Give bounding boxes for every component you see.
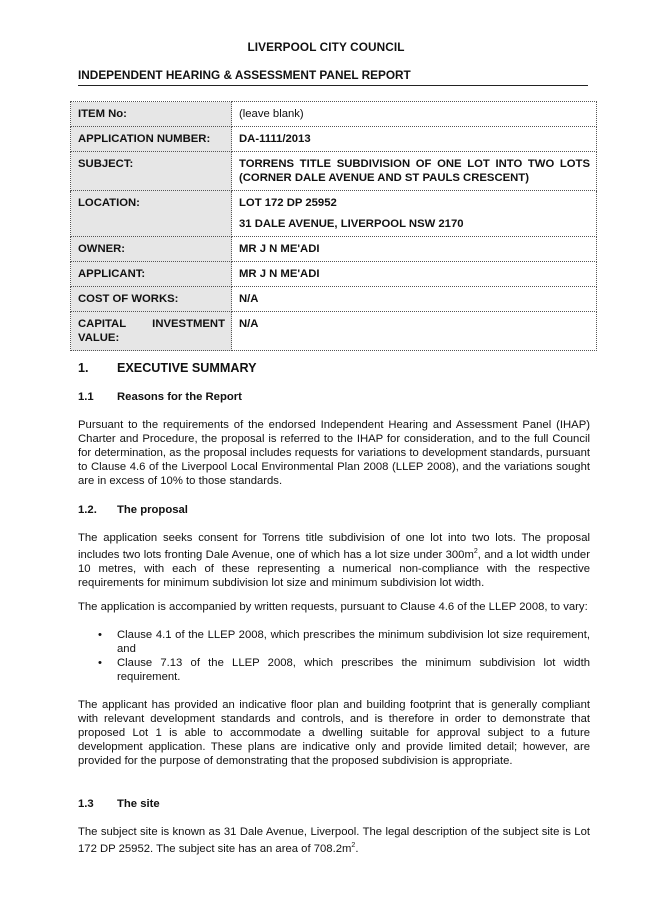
list-item <box>78 656 590 684</box>
table-row <box>71 237 597 262</box>
location-value <box>232 191 597 237</box>
location-address: 31 DALE AVENUE, LIVERPOOL NSW 2170 <box>239 218 464 230</box>
cost-of-works-value: N/A <box>232 287 597 312</box>
section-1-title: EXECUTIVE SUMMARY <box>117 361 257 375</box>
subject-label: SUBJECT: <box>71 152 232 191</box>
application-number-label: APPLICATION NUMBER: <box>71 127 232 152</box>
list-item-text: Clause 4.1 of the LLEP 2008, which prescribes the minimum subdivision lot size requirement, and <box>117 629 590 655</box>
list-item-text: Clause 7.13 of the LLEP 2008, which prescribes the minimum subdivision lot width requirement. <box>117 657 590 683</box>
owner-label: OWNER: <box>71 237 232 262</box>
applicant-value: MR J N ME'ADI <box>232 262 597 287</box>
bullet-icon: • <box>98 629 102 641</box>
site-paragraph-text-b: . <box>355 842 359 855</box>
report-title: INDEPENDENT HEARING & ASSESSMENT PANEL REPORT <box>78 68 588 86</box>
cost-of-works-label: COST OF WORKS: <box>71 287 232 312</box>
section-1-2-number: 1.2. <box>78 504 97 516</box>
proposal-paragraph-1-text-a: The application seeks consent for Torrens title subdivision of one lot into two lots. The proposal includes two lots fronting Dale Avenue, one of which has a lot size under 300m <box>78 532 590 561</box>
bullet-icon: • <box>98 657 102 669</box>
capital-investment-label-line2: VALUE: <box>78 332 120 344</box>
section-1-2-heading <box>78 504 188 516</box>
section-1-2-title: The proposal <box>117 504 188 516</box>
owner-value: MR J N ME'ADI <box>232 237 597 262</box>
application-info-table <box>70 101 597 351</box>
section-1-3-heading <box>78 798 160 810</box>
table-row <box>71 287 597 312</box>
capital-investment-label <box>71 312 232 351</box>
section-1-3-number: 1.3 <box>78 798 94 810</box>
variation-list <box>78 628 590 684</box>
section-1-1-number: 1.1 <box>78 391 94 403</box>
table-row <box>71 152 597 191</box>
section-1-number: 1. <box>78 361 89 375</box>
site-paragraph <box>78 825 590 856</box>
site-paragraph-text-a: The subject site is known as 31 Dale Avenue, Liverpool. The legal description of the subject site is Lot 172 DP 25952. The subject site has an area of 708.2m <box>78 826 590 855</box>
section-1-1-title: Reasons for the Report <box>117 391 242 403</box>
section-1-heading <box>78 361 256 375</box>
capital-investment-label-line1: CAPITAL INVESTMENT <box>78 318 225 330</box>
council-name: LIVERPOOL CITY COUNCIL <box>247 40 405 54</box>
reasons-paragraph: Pursuant to the requirements of the endorsed Independent Hearing and Assessment Panel (IHAP) Charter and Procedure, the proposal is referred to the IHAP for consideration, and to the full Council for determination, as the proposal includes requests for variations to development standards, pursuant to Clause 4.6 of the Liverpool Local Environmental Plan 2008 (LLEP 2008), and the variations sought are in excess of 10% to those standards. <box>78 419 590 487</box>
applicant-label: APPLICANT: <box>71 262 232 287</box>
proposal-paragraph-1 <box>78 531 590 590</box>
capital-investment-value: N/A <box>232 312 597 351</box>
table-row <box>71 312 597 351</box>
superscript: 2 <box>351 842 356 849</box>
section-1-1-heading <box>78 391 242 403</box>
table-row <box>71 191 597 237</box>
item-no-value: (leave blank) <box>232 102 597 127</box>
location-lot: LOT 172 DP 25952 <box>239 197 337 209</box>
table-row <box>71 102 597 127</box>
proposal-paragraph-2: The application is accompanied by written requests, pursuant to Clause 4.6 of the LLEP 2008, to vary: <box>78 601 588 613</box>
application-number-value: DA-1111/2013 <box>232 127 597 152</box>
item-no-label: ITEM No: <box>71 102 232 127</box>
superscript: 2 <box>473 548 478 555</box>
subject-value: TORRENS TITLE SUBDIVISION OF ONE LOT INTO TWO LOTS (CORNER DALE AVENUE AND ST PAULS CRESCENT) <box>232 152 597 191</box>
list-item <box>78 628 590 656</box>
table-row <box>71 262 597 287</box>
section-1-3-title: The site <box>117 798 160 810</box>
proposal-paragraph-1-text-b: , and a lot width under 10 metres, with each of these representing a numerical non-compliance with the respective requirements for minimum subdivision lot size and minimum subdivision lot width. <box>78 548 590 589</box>
table-row <box>71 127 597 152</box>
proposal-paragraph-3: The applicant has provided an indicative floor plan and building footprint that is generally compliant with relevant development standards and controls, and is therefore in order to demonstrate that proposed Lot 1 is able to accommodate a dwelling suitable for approval subject to a future development application. These plans are indicative only and provide limited detail; however, are provided for the purpose of demonstrating that the proposed subdivision is appropriate. <box>78 699 590 767</box>
location-label: LOCATION: <box>71 191 232 237</box>
